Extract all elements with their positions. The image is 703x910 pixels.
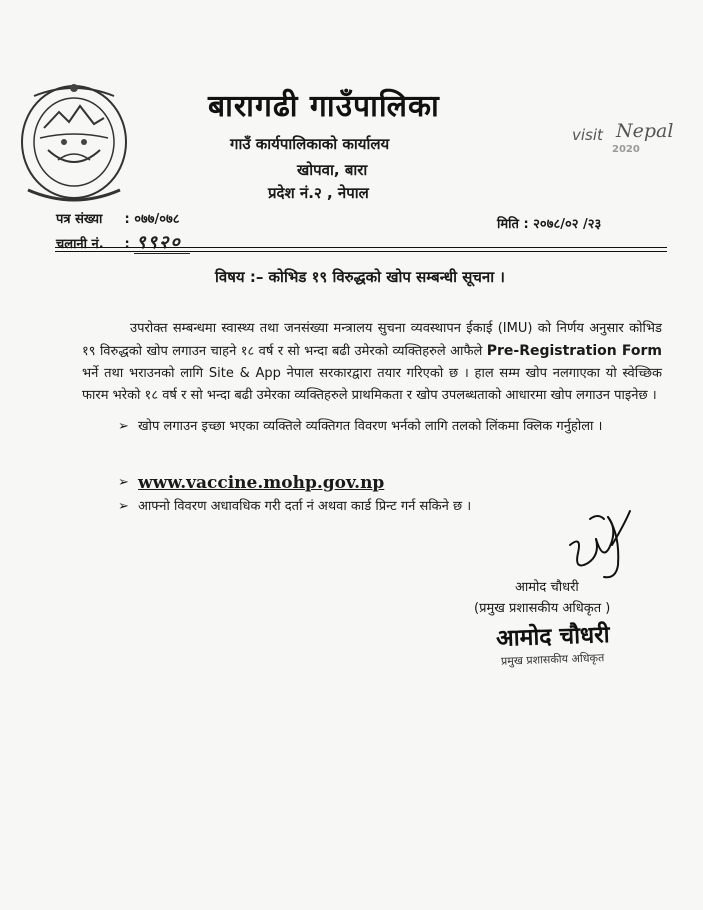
letter-date: मिति : २०७८/०२ /२३ bbox=[497, 217, 602, 232]
visit-text: visit bbox=[572, 126, 603, 144]
letter-number-label: पत्र संख्या bbox=[56, 212, 103, 227]
dispatch-number-label: चलानी नं. bbox=[56, 237, 104, 252]
office-address: खोपवा, बारा bbox=[297, 161, 368, 179]
year-text: 2020 bbox=[612, 144, 640, 155]
nepal-text: Nepal bbox=[616, 120, 674, 142]
list-item bbox=[118, 416, 658, 462]
municipality-title: बारागढी गाउँपालिका bbox=[208, 89, 440, 124]
vaccine-website-link[interactable]: www.vaccine.mohp.gov.np bbox=[138, 473, 385, 493]
header-rule-bottom bbox=[55, 251, 667, 252]
handwritten-signature-icon bbox=[560, 505, 640, 585]
bullet-text: खोप लगाउन इच्छा भएका व्यक्तिले व्यक्तिगत विवरण भर्नको लागि तलको लिंकमा क्लिक गर्नुहोला । bbox=[138, 419, 603, 434]
letter-number-value: : ०७७/०७८ bbox=[124, 212, 180, 227]
header-rule-top bbox=[55, 247, 667, 248]
signer-name: आमोद चौधरी bbox=[515, 580, 579, 595]
body-text-part1: उपरोक्त सम्बन्धमा स्वास्थ्य तथा जनसंख्या मन्त्रालय सुचना व्यवस्थापन ईकाई (IMU) को निर्णय अनुसार कोभिड १९ विरुद्धको खोप लगाउन चाहने १८ वर्ष र सो भन्दा बढी उमेरको व्यक्तिहरुले आफैले bbox=[82, 321, 662, 359]
body-text-part2: भर्ने तथा भराउनको लागि Site & App नेपाल सरकारद्वारा तयार गरिएको छ । हाल सम्म खोप नलगाएका यो स्वेच्छिक फारम भरेको १८ वर्ष र सो भन्दा बढी उमेरका व्यक्तिहरुले प्राथमिकता र खोप उपलब्धताको आधारमा खोप लगाउन पाइनेछ । bbox=[82, 366, 662, 403]
letter-number-row bbox=[56, 209, 180, 227]
stamp-title: प्रमुख प्रशासकीय अधिकृत bbox=[500, 651, 605, 668]
form-name: Pre-Registration Form bbox=[486, 343, 663, 359]
visit-nepal-logo bbox=[572, 118, 682, 162]
office-province: प्रदेश नं.२ , नेपाल bbox=[268, 184, 369, 202]
office-name: गाउँ कार्यपालिकाको कार्यालय bbox=[230, 135, 390, 153]
arrow-bullet-icon: ➢ bbox=[118, 475, 129, 490]
dispatch-number-value: ९९२० bbox=[134, 232, 189, 254]
dispatch-number-row: चलानी नं. : ९९२० bbox=[56, 230, 190, 254]
signer-title: (प्रमुख प्रशासकीय अधिकृत ) bbox=[474, 601, 611, 616]
body-paragraph bbox=[82, 318, 662, 407]
arrow-bullet-icon: ➢ bbox=[118, 499, 129, 514]
list-item bbox=[118, 472, 518, 496]
subject-line: विषय :– कोभिड १९ विरुद्धको खोप सम्बन्धी सूचना । bbox=[215, 268, 505, 286]
bullet-text: आफ्नो विवरण अधावधिक गरी दर्ता नं अथवा कार्ड प्रिन्ट गर्न सकिने छ । bbox=[138, 499, 472, 514]
nepal-government-emblem-icon bbox=[14, 78, 134, 210]
arrow-bullet-icon: ➢ bbox=[118, 419, 129, 434]
stamp-name: आमोद चौधरी bbox=[495, 622, 611, 652]
